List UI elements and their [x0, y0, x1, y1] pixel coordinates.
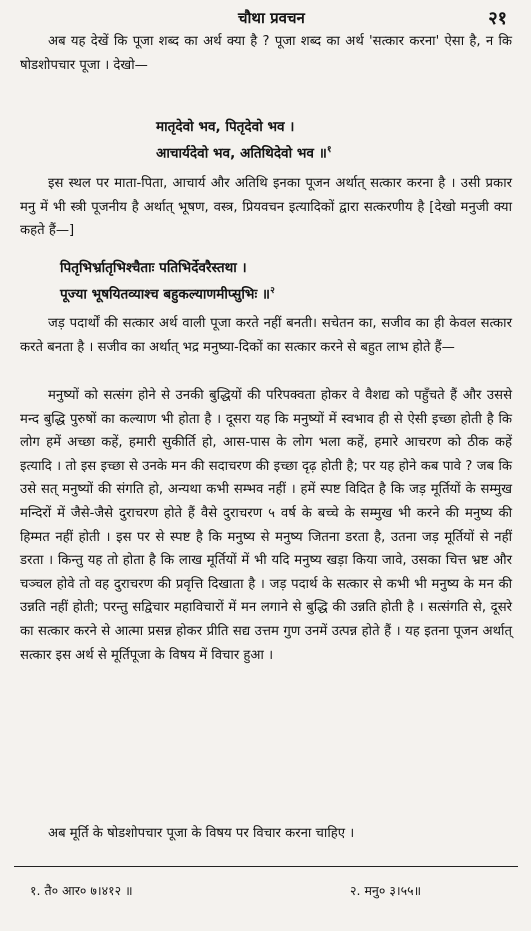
- paragraph-4: मनुष्यों को सत्संग होने से उनकी बुद्धियों की परिपक्वता होकर वे वैशद्य को पहुँचते हैं और उससे मन्द बुद्धि पुरुषों का कल्याण भी होता है । दूसरा यह कि मनुष्यों में स्वभाव ही से ऐसी इच्छा होती है कि लोग हमें अच्छा कहें, हमारी सुकीर्ति हो, आस-पास के लोग भला कहें, हमारे आचरण को ठीक कहें इत्यादि । तो इस इच्छा से उनके मन की सदाचरण की इच्छा दृढ़ होती है; पर यह होने कब पावे ? जब कि उसे सत् मनुष्यों की संगति हो, अन्यथा कभी सम्भव नहीं । हमें स्पष्ट विदित है कि जड़ मूर्तियों के सम्मुख मन्दिरों में जैसे-जैसे दुराचरण होते हैं वैसे दुराचरण ५ वर्ष के बच्चे के सम्मुख भी करने की मनुष्य की हिम्मत नहीं होती । इस पर से स्पष्ट है कि मनुष्य से मनुष्य जितना डरता है, उतना जड़ मूर्तियों से नहीं डरता । किन्तु यह तो होता है कि लाख मूर्तियों में भी यदि मनुष्य खड़ा किया जावे, उसका चित्त भ्रष्ट और चञ्चल होवे तो वह दुराचरण की प्रवृत्ति दिखाता है । जड़ पदार्थ के सत्कार से कभी भी मनुष्य के मन की उन्नति नहीं होती; परन्तु सद्विचार महाविचारों में मन लगाने से बुद्धि की उन्नति होती है । सत्संगति से, दूसरे का सत्कार करने से आत्मा प्रसन्न होकर प्रीति सद्य उत्तम गुण उनमें उत्पन्न होते हैं । यह इतना पूजन अर्थात् सत्कार इस अर्थ से मूर्तिपूजा के विषय में विचार हुआ ।: [20, 388, 512, 663]
- footnote-1: १. तै० आर० ७।४१२ ॥: [30, 883, 133, 898]
- footnote-ref-1: १: [326, 145, 332, 155]
- verse-1-line-2-text: आचार्यदेवो भव, अतिथिदेवो भव ॥: [156, 145, 327, 162]
- footnote-ref-2: २: [270, 286, 275, 296]
- chapter-title: चौथा प्रवचन: [238, 9, 305, 27]
- paragraph-5: अब मूर्ति के षोडशोपचार पूजा के विषय पर विचार करना चाहिए ।: [48, 826, 355, 841]
- verse-1-line-2: [156, 139, 332, 165]
- verse-1-line-1: मातृदेवो भव, पितृदेवो भव ।: [156, 119, 295, 135]
- paragraph-2: इस स्थल पर माता-पिता, आचार्य और अतिथि इनका पूजन अर्थात् सत्कार करना है । उसी प्रकार मनु में भी स्त्री पूजनीय है अर्थात् भूषण, वस्त्र, प्रियवचन इत्यादिकों द्वारा सत्करणीय है [देखो मनुजी क्या कहते हैं—]: [20, 176, 512, 239]
- page-number: २१: [488, 8, 507, 29]
- paragraph-3: जड़ पदार्थों की सत्कार अर्थ वाली पूजा करते नहीं बनती। सचेतन का, सजीव का ही केवल सत्कार करते बनता है । सजीव का अर्थात् भद्र मनुष्या-दिकों का सत्कार करने से बहुत लाभ होते हैं—: [20, 316, 512, 355]
- verse-2-line-1: पितृभिर्भ्रातृभिश्चैताः पतिभिर्देवरैस्तथा ।: [60, 260, 247, 276]
- verse-2-line-2: [60, 280, 275, 306]
- footnote-2: २. मनु० ३।५५॥: [350, 883, 422, 898]
- paragraph-1: अब यह देखें कि पूजा शब्द का अर्थ क्या है ? पूजा शब्द का अर्थ 'सत्कार करना' ऐसा है, न कि षोडशोपचार पूजा । देखो—: [20, 34, 512, 73]
- verse-2-line-2-text: पूज्या भूषयितव्याश्च बहुकल्याणमीप्सुभिः ॥: [60, 286, 271, 303]
- footnote-divider: [14, 866, 518, 867]
